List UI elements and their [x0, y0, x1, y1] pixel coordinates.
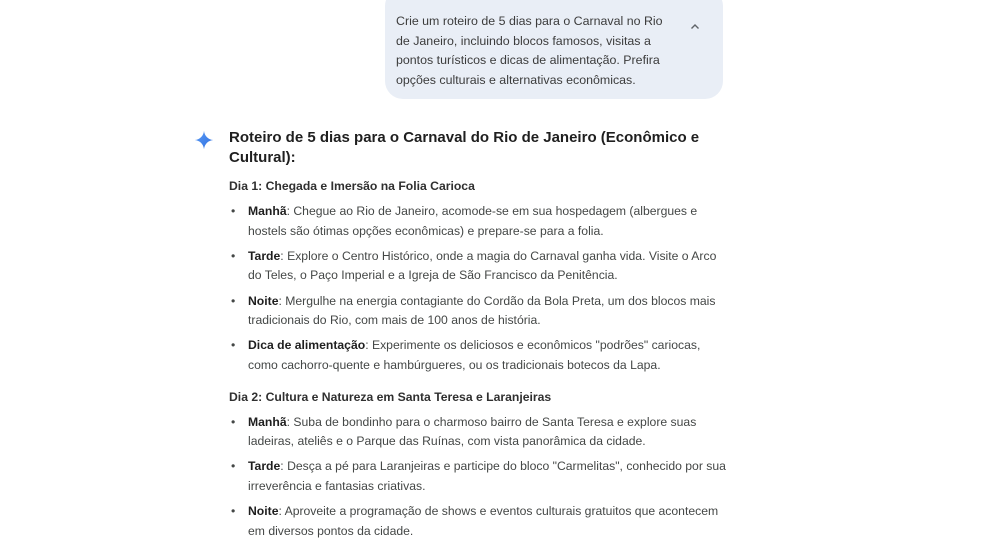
user-prompt-bubble — [385, 0, 723, 99]
day-1-heading: Dia 1: Chegada e Imersão na Folia Carioca — [229, 179, 475, 193]
item-label: Noite — [248, 504, 279, 519]
list-item — [229, 336, 729, 375]
item-text: : Suba de bondinho para o charmoso bairro de Santa Teresa e explore suas ladeiras, ateliês e o Parque das Ruínas, com vista panorâmica da cidade. — [248, 414, 697, 449]
item-text: : Experimente os deliciosos e econômicos "podrões" cariocas, como cachorro-quente e hambúrgueres, ou os tradicionais botecos da Lapa. — [248, 338, 701, 372]
list-item — [229, 292, 729, 331]
response-title: Roteiro de 5 dias para o Carnaval do Rio de Janeiro (Econômico e Cultural): — [229, 129, 700, 166]
item-label: Tarde — [248, 248, 281, 263]
list-item — [229, 413, 729, 452]
item-text: : Desça a pé para Laranjeiras e participe do bloco "Carmelitas", conhecido por sua irreverência e fantasias criativas. — [248, 459, 726, 493]
bullet-icon: • — [231, 459, 236, 474]
item-text: : Chegue ao Rio de Janeiro, acomode-se em sua hospedagem (albergues e hostels são ótimas opções econômicas) e prepare-se para a folia. — [248, 204, 698, 238]
gemini-sparkle-icon — [193, 129, 215, 151]
collapse-prompt-button[interactable] — [685, 16, 705, 36]
item-label: Dica de alimentação — [248, 338, 366, 353]
day-2-list — [229, 413, 729, 542]
list-item — [229, 202, 729, 241]
day-1-list — [229, 202, 729, 376]
bullet-icon: • — [231, 204, 236, 218]
chevron-up-icon — [690, 23, 700, 30]
item-text: : Explore o Centro Histórico, onde a magia do Carnaval ganha vida. Visite o Arco do Teles, o Paço Imperial e a Igreja de São Francisco da Penitência. — [248, 248, 717, 283]
bullet-icon: • — [231, 504, 236, 519]
list-item — [229, 247, 729, 286]
item-label: Noite — [248, 293, 279, 308]
day-2-heading: Dia 2: Cultura e Natureza em Santa Teresa e Laranjeiras — [229, 389, 552, 404]
item-text: : Mergulhe na energia contagiante do Cordão da Bola Preta, um dos blocos mais tradicionais do Rio, com mais de 100 anos de história. — [248, 293, 716, 328]
bullet-icon: • — [231, 414, 236, 429]
bullet-icon: • — [231, 293, 236, 308]
list-item — [229, 502, 729, 541]
list-item — [229, 457, 729, 496]
user-prompt-text: Crie um roteiro de 5 dias para o Carnaval no Rio de Janeiro, incluindo blocos famosos, visitas a pontos turísticos e dicas de alimentação. Prefira opções culturais e alternativas econômicas. — [396, 14, 663, 87]
bullet-icon: • — [231, 248, 236, 263]
bullet-icon: • — [231, 338, 236, 353]
item-label: Manhã — [248, 414, 287, 429]
item-text: : Aproveite a programação de shows e eventos culturais gratuitos que acontecem em diversos pontos da cidade. — [248, 504, 719, 538]
item-label: Manhã — [248, 204, 287, 218]
response-body — [229, 128, 729, 541]
item-label: Tarde — [248, 459, 281, 474]
